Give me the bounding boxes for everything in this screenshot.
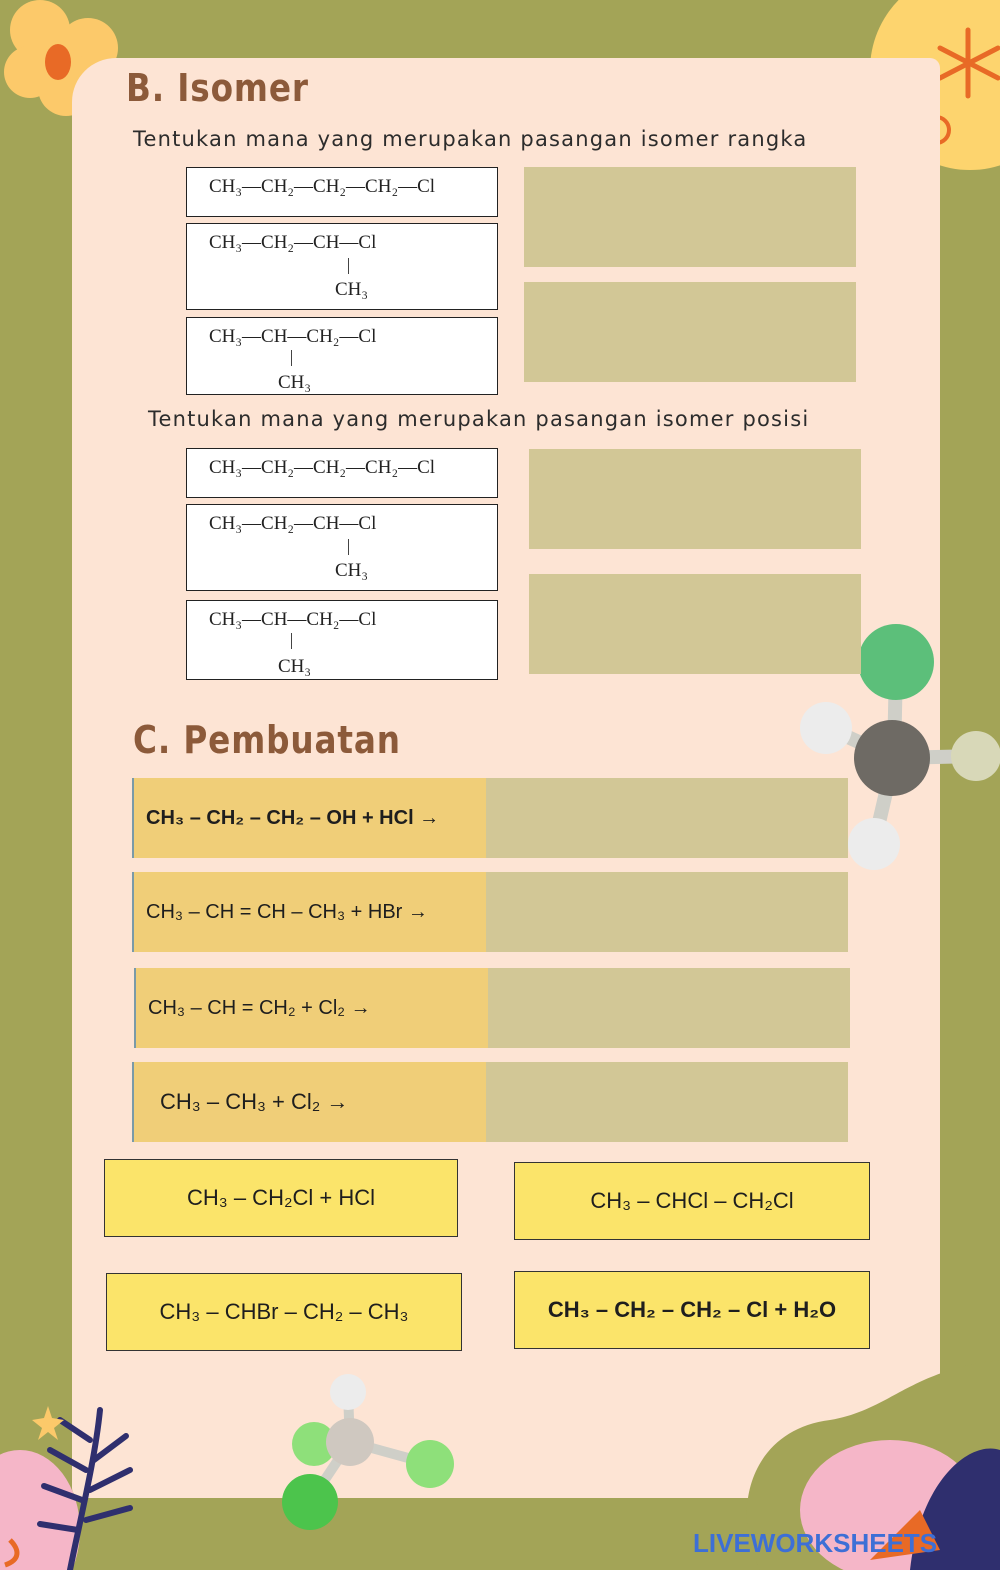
answer-option-1[interactable]: CH₃ – CH₂Cl + HCl bbox=[104, 1159, 458, 1237]
structure-formula: CH₃—CH₂—CH—Cl bbox=[209, 232, 377, 253]
structure-formula: CH₃—CH₂—CH₂—CH₂—Cl bbox=[209, 457, 436, 478]
structure-card-2-chlorobutane-2[interactable] bbox=[186, 504, 498, 591]
structure-formula: CH₃—CH₂—CH—Cl bbox=[209, 513, 377, 534]
instruction-isomer-posisi: Tentukan mana yang merupakan pasangan isomer posisi bbox=[148, 407, 810, 431]
structure-formula: CH₃—CH—CH₂—Cl bbox=[209, 609, 377, 630]
structure-branch: CH₃ bbox=[278, 372, 312, 393]
answer-option-3[interactable]: CH₃ – CHBr – CH₂ – CH₃ bbox=[106, 1273, 462, 1351]
reaction-2: CH₃ – CH = CH – CH₃ + HBr → bbox=[132, 872, 486, 952]
drop-zone-rangka-1[interactable] bbox=[524, 167, 856, 267]
structure-branch: CH₃ bbox=[278, 656, 312, 677]
bond-line bbox=[348, 258, 349, 274]
bond-line bbox=[348, 539, 349, 555]
structure-card-butyl-chloride[interactable] bbox=[186, 167, 498, 217]
structure-formula: CH₃—CH—CH₂—Cl bbox=[209, 326, 377, 347]
bond-line bbox=[291, 350, 292, 366]
structure-card-isobutyl-chloride-2[interactable] bbox=[186, 600, 498, 680]
structure-card-2-chlorobutane[interactable] bbox=[186, 223, 498, 310]
instruction-isomer-rangka: Tentukan mana yang merupakan pasangan isomer rangka bbox=[133, 127, 808, 151]
liveworksheets-watermark: LIVEWORKSHEETS bbox=[693, 1528, 938, 1558]
reaction-3: CH₃ – CH = CH₂ + Cl₂ → bbox=[134, 968, 488, 1048]
drop-zone-posisi-1[interactable] bbox=[529, 449, 861, 549]
structure-branch: CH₃ bbox=[335, 279, 369, 300]
structure-formula: CH₃—CH₂—CH₂—CH₂—Cl bbox=[209, 176, 436, 197]
structure-branch: CH₃ bbox=[335, 560, 369, 581]
section-isomer-title: B. Isomer bbox=[126, 66, 309, 110]
reaction-3-drop-zone[interactable] bbox=[488, 968, 850, 1048]
reaction-4-drop-zone[interactable] bbox=[486, 1062, 848, 1142]
reaction-1-drop-zone[interactable] bbox=[486, 778, 848, 858]
reaction-2-drop-zone[interactable] bbox=[486, 872, 848, 952]
molecule-model-bottom-icon bbox=[280, 1372, 460, 1532]
answer-option-4[interactable]: CH₃ – CH₂ – CH₂ – Cl + H₂O bbox=[514, 1271, 870, 1349]
bond-line bbox=[291, 633, 292, 649]
drop-zone-rangka-2[interactable] bbox=[524, 282, 856, 382]
answer-option-2[interactable]: CH₃ – CHCl – CH₂Cl bbox=[514, 1162, 870, 1240]
reaction-4: CH₃ – CH₃ + Cl₂ → bbox=[132, 1062, 486, 1142]
section-pembuatan-title: C. Pembuatan bbox=[133, 718, 401, 762]
structure-card-butyl-chloride-2[interactable] bbox=[186, 448, 498, 498]
drop-zone-posisi-2[interactable] bbox=[529, 574, 861, 674]
reaction-1: CH₃ – CH₂ – CH₂ – OH + HCl → bbox=[132, 778, 486, 858]
structure-card-isobutyl-chloride[interactable] bbox=[186, 317, 498, 395]
decoration-bottom-left-leaf-icon bbox=[0, 1400, 160, 1570]
